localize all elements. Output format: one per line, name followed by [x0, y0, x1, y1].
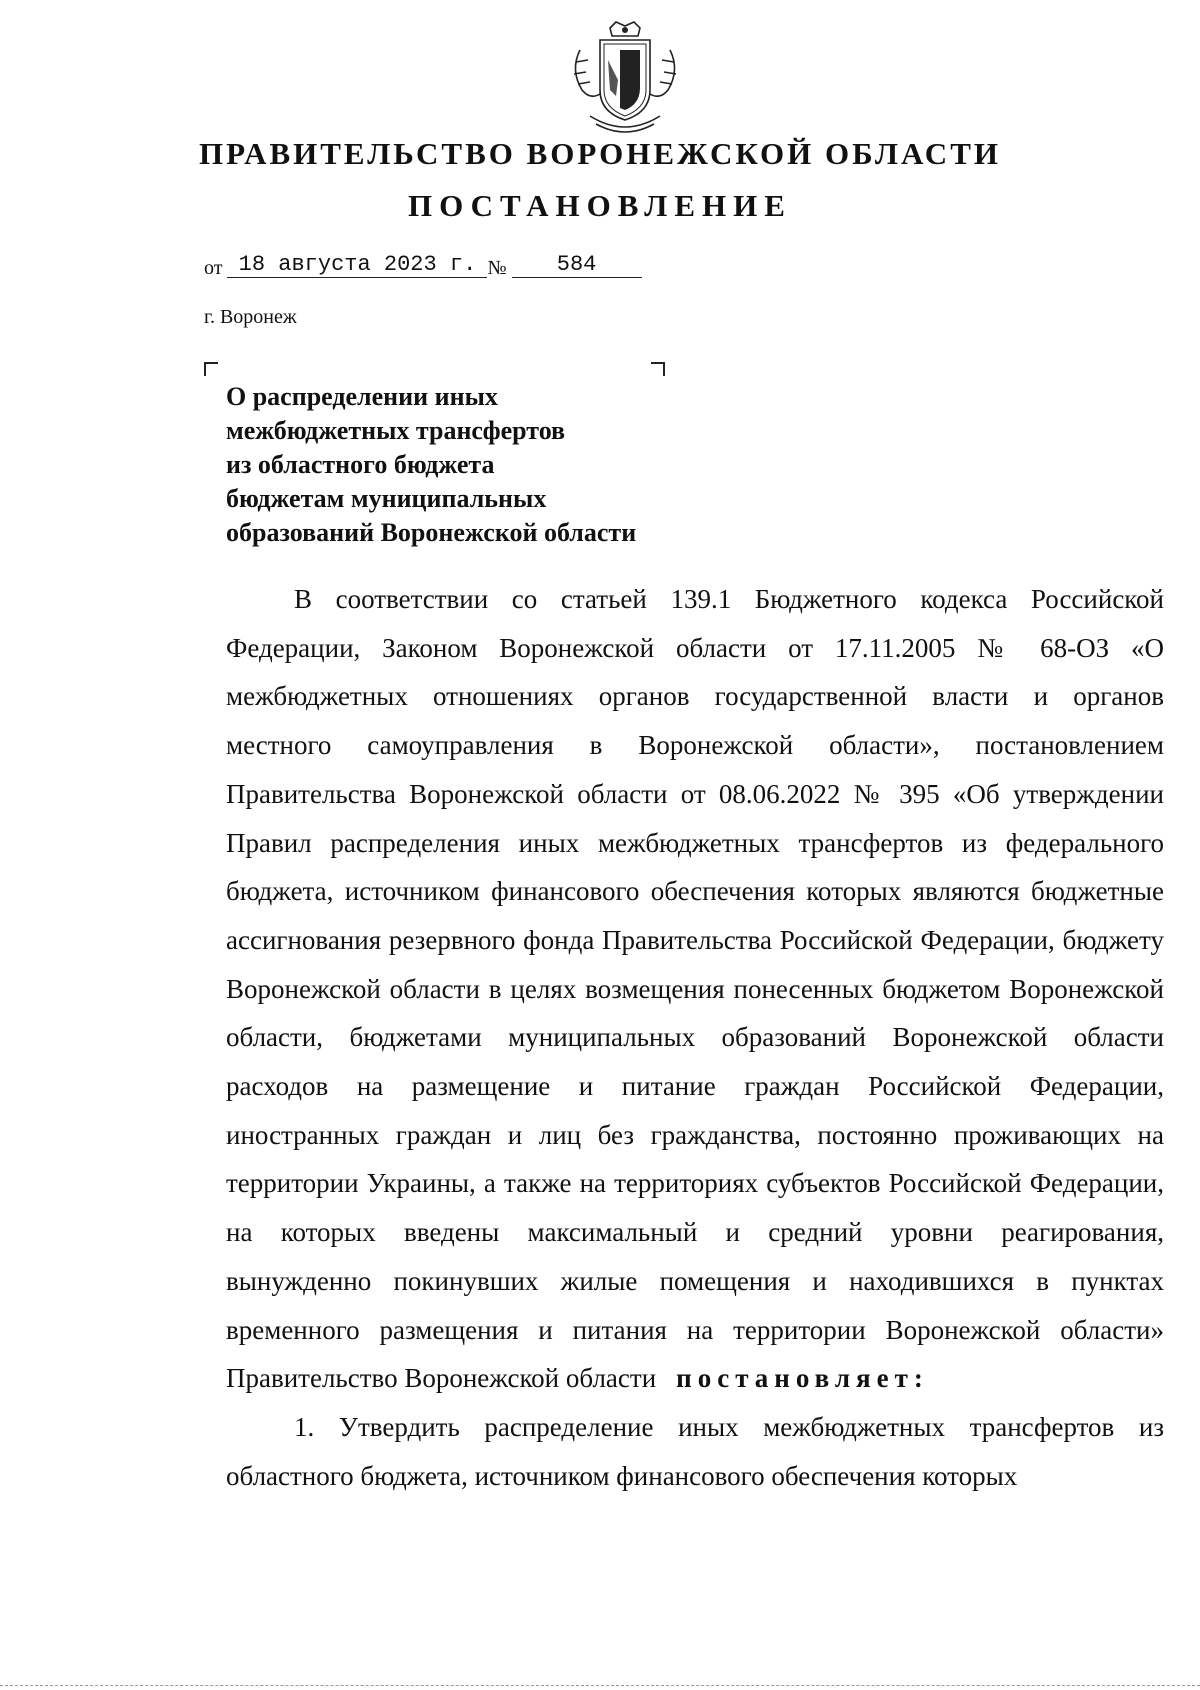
document-number: 584 [512, 252, 642, 278]
coat-of-arms-icon [560, 20, 690, 140]
organization-name: ПРАВИТЕЛЬСТВО ВОРОНЕЖСКОЙ ОБЛАСТИ [199, 136, 1001, 171]
document-date-number-line [204, 252, 642, 282]
subject-corner-left [204, 362, 218, 376]
from-label: от [204, 257, 223, 279]
document-body [226, 575, 1164, 1500]
clause-1-paragraph: 1. Утвердить распределение иных межбюджетных трансфертов из областного бюджета, источником финансового обеспечения которых [226, 1411, 1164, 1491]
city-label: г. Воронеж [204, 306, 297, 328]
subject-corner-right [651, 362, 665, 376]
document-type: ПОСТАНОВЛЕНИЕ [408, 188, 792, 223]
subject-line: из областного бюджета [226, 450, 495, 479]
document-subject [226, 380, 696, 550]
number-label: № [487, 257, 507, 279]
subject-line: образований Воронежской области [226, 518, 637, 547]
subject-line: бюджетам муниципальных [226, 484, 547, 513]
document-date: 18 августа 2023 г. [227, 252, 487, 278]
subject-line: межбюджетных трансфертов [226, 416, 566, 445]
preamble-text: В соответствии со статьей 139.1 Бюджетного кодекса Российской Федерации, Законом Воронежской области от 17.11.2005 № 68-ОЗ «О межбюджетных отношениях органов государственной власти и органов местного самоуправления в Воронежской области», постановлением Правительства Воронежской области от 08.06.2022 № 395 «Об утверждении Правил распределения иных межбюджетных трансфертов из федерального бюджета, источником финансового обеспечения которых являются бюджетные ассигнования резервного фонда Правительства Российской Федерации, бюджету Воронежской области в целях возмещения понесенных бюджетом Воронежской области, бюджетами муниципальных образований Воронежской области расходов на размещение и питание граждан Российской Федерации, иностранных граждан и лиц без гражданства, постоянно проживающих на территории Украины, а также на территориях субъектов Российской Федерации, на которых введены максимальный и средний уровни реагирования, вынужденно покинувших жилые помещения и находившихся в пунктах временного размещения и питания на территории Воронежской области» Правительство Воронежской области [226, 584, 1164, 1394]
preamble-paragraph [226, 575, 1164, 1403]
subject-line: О распределении иных [226, 382, 498, 411]
page-bottom-divider [0, 1685, 1200, 1686]
resolves-word: постановляет: [676, 1363, 929, 1394]
